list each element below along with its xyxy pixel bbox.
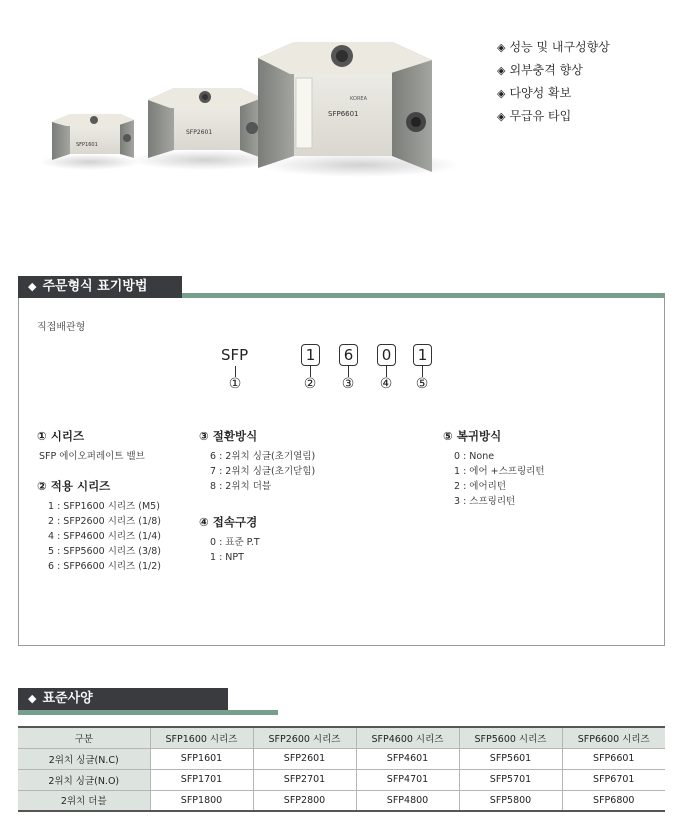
series-item: SFP 에이오퍼레이트 밸브 xyxy=(39,451,145,462)
table-cell: SFP6800 xyxy=(562,790,665,811)
valve-large-label: SFP6601 xyxy=(328,110,359,118)
spec-section-title: ◆ 표준사양 xyxy=(18,688,228,710)
product-image xyxy=(40,30,460,190)
code-marker-3: ③ xyxy=(341,376,355,392)
switching-item: 6 : 2위치 싱글(초기열림) xyxy=(210,451,316,462)
return-item: 2 : 에어리턴 xyxy=(454,481,506,492)
feature-item: ◈ 다양성 확보 xyxy=(497,86,572,100)
row-header: 2위치 싱글(N.O) xyxy=(18,769,150,790)
switching-title: ③ 절환방식 xyxy=(199,429,258,443)
code-digit-box: 1 xyxy=(413,344,432,366)
series-group xyxy=(37,428,145,464)
pipe-type-label: 직접배관형 xyxy=(37,322,86,333)
table-cell: SFP5701 xyxy=(459,769,562,790)
valve-small-label: SFP1601 xyxy=(76,142,98,148)
column-header: SFP4600 시리즈 xyxy=(356,727,459,748)
table-cell: SFP1800 xyxy=(150,790,253,811)
table-cell: SFP1601 xyxy=(150,748,253,769)
table-cell: SFP2701 xyxy=(253,769,356,790)
valve-small xyxy=(52,114,134,160)
table-cell: SFP4601 xyxy=(356,748,459,769)
code-marker-5: ⑤ xyxy=(415,376,429,392)
column-header: SFP2600 시리즈 xyxy=(253,727,356,748)
applicable-series-item: 4 : SFP4600 시리즈 (1/4) xyxy=(48,531,161,542)
diamond-bullet-icon: ◈ xyxy=(497,110,506,123)
feature-item: ◈ 성능 및 내구성향상 xyxy=(497,40,610,54)
code-marker-1: ① xyxy=(228,376,242,392)
column-header: 구분 xyxy=(18,727,150,748)
code-marker-2: ② xyxy=(303,376,317,392)
section-rule xyxy=(18,710,278,715)
diamond-icon: ◆ xyxy=(28,692,37,705)
table-cell: SFP4701 xyxy=(356,769,459,790)
switching-item: 8 : 2위치 더블 xyxy=(210,481,272,492)
feature-list xyxy=(497,36,610,128)
return-title: ⑤ 복귀방식 xyxy=(443,429,502,443)
code-digit-box: 0 xyxy=(377,344,396,366)
column-header: SFP1600 시리즈 xyxy=(150,727,253,748)
valve-large xyxy=(258,42,432,172)
connection-item: 1 : NPT xyxy=(210,552,244,563)
return-group xyxy=(443,428,545,509)
connection-item: 0 : 표준 P.T xyxy=(210,537,260,548)
spec-table xyxy=(18,726,665,812)
code-marker-4: ④ xyxy=(379,376,393,392)
connection-title: ④ 접속구경 xyxy=(199,515,258,529)
table-cell: SFP2800 xyxy=(253,790,356,811)
applicable-series-item: 5 : SFP5600 시리즈 (3/8) xyxy=(48,546,161,557)
switching-item: 7 : 2위치 싱글(초기닫힘) xyxy=(210,466,316,477)
diamond-bullet-icon: ◈ xyxy=(497,41,506,54)
model-code xyxy=(221,344,429,404)
table-cell: SFP4800 xyxy=(356,790,459,811)
feature-item: ◈ 외부충격 향상 xyxy=(497,63,583,77)
valve-brand-label: KOREA xyxy=(350,96,367,102)
table-cell: SFP2601 xyxy=(253,748,356,769)
connection-group xyxy=(199,514,260,565)
diamond-icon: ◆ xyxy=(28,280,37,293)
table-cell: SFP5601 xyxy=(459,748,562,769)
table-row xyxy=(18,790,665,811)
row-header: 2위치 싱글(N.C) xyxy=(18,748,150,769)
return-item: 0 : None xyxy=(454,451,495,462)
column-header: SFP5600 시리즈 xyxy=(459,727,562,748)
table-header-row xyxy=(18,727,665,748)
return-item: 3 : 스프링리턴 xyxy=(454,496,516,507)
model-code-prefix: SFP xyxy=(221,346,249,364)
diamond-bullet-icon: ◈ xyxy=(497,64,506,77)
spec-section-header xyxy=(18,688,278,710)
diamond-bullet-icon: ◈ xyxy=(497,87,506,100)
table-cell: SFP1701 xyxy=(150,769,253,790)
applicable-series-item: 6 : SFP6600 시리즈 (1/2) xyxy=(48,561,161,572)
valve-medium-label: SFP2601 xyxy=(186,129,213,136)
applicable-series-group xyxy=(37,478,161,574)
applicable-series-item: 1 : SFP1600 시리즈 (M5) xyxy=(48,501,160,512)
order-box xyxy=(18,298,665,646)
code-digit-box: 1 xyxy=(301,344,320,366)
applicable-series-title: ② 적용 시리즈 xyxy=(37,479,111,493)
valve-medium xyxy=(148,88,262,158)
feature-item: ◈ 무급유 타입 xyxy=(497,109,572,123)
switching-group xyxy=(199,428,315,494)
table-row xyxy=(18,748,665,769)
return-item: 1 : 에어 +스프링리턴 xyxy=(454,466,545,477)
table-row xyxy=(18,769,665,790)
applicable-series-item: 2 : SFP2600 시리즈 (1/8) xyxy=(48,516,161,527)
column-header: SFP6600 시리즈 xyxy=(562,727,665,748)
code-digit-box: 6 xyxy=(339,344,358,366)
order-section-header xyxy=(18,276,665,298)
table-cell: SFP6701 xyxy=(562,769,665,790)
order-section-title: ◆ 주문형식 표기방법 xyxy=(18,276,182,298)
table-cell: SFP6601 xyxy=(562,748,665,769)
series-title: ① 시리즈 xyxy=(37,429,85,443)
row-header: 2위치 더블 xyxy=(18,790,150,811)
table-cell: SFP5800 xyxy=(459,790,562,811)
